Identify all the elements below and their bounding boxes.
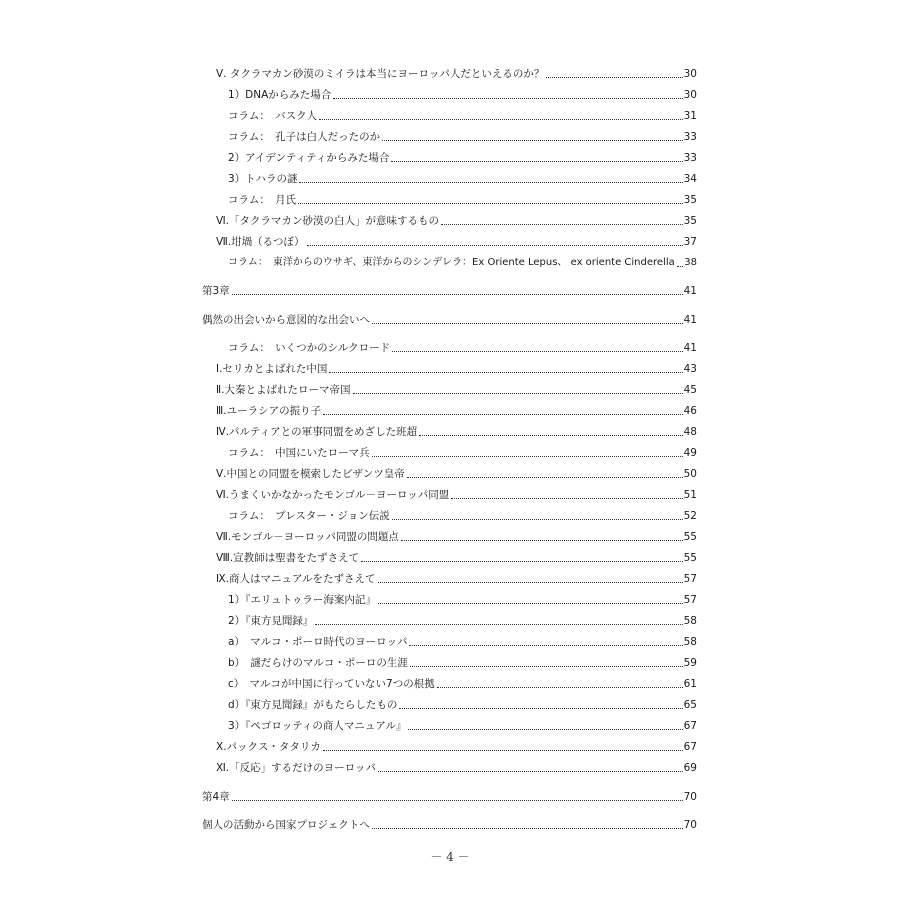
dot-leader <box>391 161 682 162</box>
dot-leader <box>409 645 682 646</box>
toc-entry <box>228 254 697 270</box>
toc-entry <box>228 170 697 186</box>
toc-entry <box>216 402 697 418</box>
dot-leader <box>361 561 682 562</box>
toc-entry-title: Ⅰ.セリカとよばれた中国 <box>216 363 328 375</box>
dot-leader <box>378 603 683 604</box>
toc-entry-title: 3）トハラの謎 <box>228 173 298 185</box>
toc-entry-title: Ⅲ.ユーラシアの振り子 <box>216 405 322 417</box>
toc-entry <box>228 675 697 691</box>
toc-entry-page: 57 <box>683 573 697 585</box>
toc-entry-page: 35 <box>683 194 697 206</box>
toc-entry-page: 55 <box>683 531 697 543</box>
toc-entry-page: 48 <box>683 426 697 438</box>
dot-leader <box>382 140 682 141</box>
toc-entry <box>228 444 697 460</box>
dot-leader <box>441 224 683 225</box>
toc-entry-page: 57 <box>683 594 697 606</box>
toc-entry-title: コラム： 孔子は白人だったのか <box>228 131 381 143</box>
toc-entry-page: 38 <box>684 257 697 268</box>
toc-entry-page: 65 <box>683 699 697 711</box>
toc-entry <box>228 107 697 123</box>
toc-entry-title: 1）『エリュトゥラー海案内記』 <box>228 594 376 606</box>
dot-leader <box>437 687 683 688</box>
page-number: － 4 － <box>430 850 470 864</box>
toc-entry-title: 偶然の出会いから意図的な出会いへ <box>202 314 370 326</box>
dot-leader <box>392 519 683 520</box>
toc-entry-page: 33 <box>683 131 697 143</box>
toc-entry <box>216 65 697 81</box>
toc-entry <box>202 788 697 804</box>
toc-entry <box>228 612 697 628</box>
toc-entry-title: c） マルコが中国に行っていない7つの根拠 <box>228 678 435 690</box>
toc-entry-title: 3）『ペゴロッティの商人マニュアル』 <box>228 720 407 732</box>
dot-leader <box>299 182 682 183</box>
dot-leader <box>307 245 683 246</box>
toc-entry-title: コラム： 東洋からのウサギ、東洋からのシンデレラ：Ex Oriente Lepus、 ex oriente Cinderella <box>228 257 675 268</box>
dot-leader <box>372 456 683 457</box>
toc-entry-title: 第3章 <box>202 285 230 297</box>
toc-entry-title: b） 謎だらけのマルコ・ポーロの生涯 <box>228 657 408 669</box>
toc-entry <box>216 759 697 775</box>
toc-entry <box>228 654 697 670</box>
toc-entry <box>216 486 697 502</box>
toc-entry-title: Ⅴ.中国との同盟を模索したビザンツ皇帝 <box>216 468 405 480</box>
dot-leader <box>315 624 682 625</box>
toc-entry-title: Ⅶ.モンゴル－ヨーロッパ同盟の問題点 <box>216 531 399 543</box>
toc-entry <box>216 528 697 544</box>
toc-entry-title: コラム： プレスター・ジョン伝説 <box>228 510 390 522</box>
toc-entry-page: 55 <box>683 552 697 564</box>
toc-entry <box>228 86 697 102</box>
toc-entry-page: 51 <box>683 489 697 501</box>
toc-entry-page: 30 <box>683 89 697 101</box>
toc-entry-title: Ⅵ.「タクラマカン砂漠の白人」が意味するもの <box>216 215 440 227</box>
toc-entry <box>216 212 697 228</box>
toc-entry-title: Ⅶ.坩堝（るつぼ） <box>216 236 305 248</box>
toc-entry <box>202 816 697 832</box>
dot-leader <box>372 323 683 324</box>
toc-entry <box>228 591 697 607</box>
toc-entry <box>216 423 697 439</box>
dot-leader <box>378 771 683 772</box>
dot-leader <box>298 203 682 204</box>
toc-entry-title: 第4章 <box>202 791 230 803</box>
toc-entry-title: 個人の活動から国家プロジェクトへ <box>202 819 370 831</box>
toc-entry-page: 70 <box>683 819 697 831</box>
toc-entry-page: 58 <box>683 615 697 627</box>
toc-entry-page: 43 <box>683 363 697 375</box>
dot-leader <box>407 477 683 478</box>
toc-entry <box>228 128 697 144</box>
toc-entry-page: 45 <box>683 384 697 396</box>
toc-entry-page: 30 <box>683 68 697 80</box>
toc-entry <box>228 717 697 733</box>
toc-entry-page: 41 <box>683 342 697 354</box>
toc-entry-title: Ⅳ.パルティアとの軍事同盟をめざした班超 <box>216 426 418 438</box>
dot-leader <box>410 666 683 667</box>
dot-leader <box>419 435 682 436</box>
toc-entry <box>216 549 697 565</box>
toc-entry-title: Ⅹ.パックス・タタリカ <box>216 741 321 753</box>
toc-entry <box>228 149 697 165</box>
toc-entry-page: 50 <box>683 468 697 480</box>
toc-entry-page: 67 <box>683 741 697 753</box>
toc-entry-title: d）『東方見聞録』がもたらしたもの <box>228 699 398 711</box>
dot-leader <box>232 800 683 801</box>
toc-entry-page: 35 <box>683 215 697 227</box>
dot-leader <box>677 266 684 267</box>
toc-entry-page: 41 <box>683 285 697 297</box>
toc-entry-title: コラム： 月氏 <box>228 194 297 206</box>
toc-entry-title: コラム： いくつかのシルクロード <box>228 342 391 354</box>
toc-entry <box>216 360 697 376</box>
toc-entry-page: 69 <box>683 762 697 774</box>
toc-entry-page: 58 <box>683 636 697 648</box>
toc-entry-page: 52 <box>683 510 697 522</box>
toc-entry-page: 34 <box>683 173 697 185</box>
toc-entry <box>202 282 697 298</box>
toc-entry-title: コラム： 中国にいたローマ兵 <box>228 447 370 459</box>
toc-entry-title: Ⅺ.「反応」するだけのヨーロッパ <box>216 762 376 774</box>
toc-entry <box>228 339 697 355</box>
toc-entry-page: 61 <box>683 678 697 690</box>
toc-entry <box>216 570 697 586</box>
toc-entry-page: 67 <box>683 720 697 732</box>
toc-entry <box>216 465 697 481</box>
toc-entry-page: 41 <box>683 314 697 326</box>
toc-entry <box>228 633 697 649</box>
toc-entry-title: 2）『東方見聞録』 <box>228 615 314 627</box>
toc-entry-page: 46 <box>683 405 697 417</box>
dot-leader <box>399 708 682 709</box>
toc-entry-page: 31 <box>683 110 697 122</box>
dot-leader <box>451 498 682 499</box>
dot-leader <box>378 582 683 583</box>
toc-entry <box>228 696 697 712</box>
dot-leader <box>323 750 683 751</box>
toc-entry <box>216 738 697 754</box>
toc-entry-title: 2）アイデンティティからみた場合 <box>228 152 390 164</box>
dot-leader <box>401 540 683 541</box>
toc-entry-title: Ⅵ.うまくいかなかったモンゴル－ヨーロッパ同盟 <box>216 489 450 501</box>
toc-entry <box>216 233 697 249</box>
dot-leader <box>392 351 682 352</box>
toc-entry-title: 1）DNAからみた場合 <box>228 89 332 101</box>
toc-entry-page: 37 <box>683 236 697 248</box>
toc-entry <box>202 311 697 327</box>
toc-entry-page: 59 <box>683 657 697 669</box>
dot-leader <box>408 729 682 730</box>
dot-leader <box>319 119 682 120</box>
toc-entry-title: コラム： バスク人 <box>228 110 318 122</box>
toc-entry-title: Ⅱ.大秦とよばれたローマ帝国 <box>216 384 351 396</box>
toc-entry <box>228 191 697 207</box>
toc-entry <box>216 381 697 397</box>
dot-leader <box>372 828 683 829</box>
dot-leader <box>232 294 683 295</box>
toc-entry-title: Ⅸ.商人はマニュアルをたずさえて <box>216 573 376 585</box>
dot-leader <box>329 372 682 373</box>
dot-leader <box>353 393 683 394</box>
toc-entry-page: 70 <box>683 791 697 803</box>
toc-entry <box>228 507 697 523</box>
toc-entry-title: Ⅷ.宣教師は聖書をたずさえて <box>216 552 360 564</box>
toc-entry-title: Ⅴ. タクラマカン砂漠のミイラは本当にヨーロッパ人だといえるのか？ <box>216 68 545 80</box>
toc-entry-title: a） マルコ・ポーロ時代のヨーロッパ <box>228 636 408 648</box>
dot-leader <box>333 98 682 99</box>
dot-leader <box>546 77 682 78</box>
dot-leader <box>323 414 683 415</box>
toc-entry-page: 49 <box>683 447 697 459</box>
toc-entry-page: 33 <box>683 152 697 164</box>
